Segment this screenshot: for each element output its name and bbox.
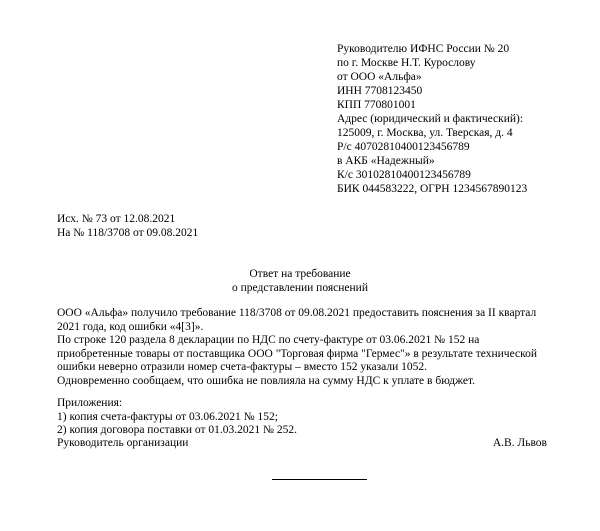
addressee-line: в АКБ «Надежный»	[337, 155, 435, 167]
attachment-item: 1) копия счета-фактуры от 03.06.2021 № 152;	[57, 410, 278, 423]
reply-to-number: На № 118/3708 от 09.08.2021	[57, 227, 199, 239]
document-title	[0, 267, 600, 295]
body-paragraph: ООО «Альфа» получило требование 118/3708 от 09.08.2021 предоставить пояснения за II квартал 2021 года, код ошибки «4[3]».	[57, 307, 537, 333]
addressee-block	[337, 42, 527, 196]
addressee-line: Руководителю ИФНС России № 20	[337, 43, 510, 55]
addressee-line: К/с 30102810400123456789	[337, 169, 471, 181]
outgoing-reference	[57, 212, 198, 240]
body-paragraph: По строке 120 раздела 8 декларации по НДС по счету-фактуре от 03.06.2021 № 152 на приобретенные товары от поставщика ООО "Торговая фирма "Гермес"» в результате технической ошибки неверно отразили номер счета-фактуры – вместо 152 указали 1052.	[57, 334, 537, 374]
attachments-heading: Приложения:	[57, 397, 123, 409]
addressee-line: 125009, г. Москва, ул. Тверская, д. 4	[337, 127, 513, 139]
attachments-block	[57, 397, 297, 438]
addressee-line: от ООО «Альфа»	[337, 71, 422, 83]
signatory-name: А.В. Львов	[492, 437, 547, 449]
title-line-2: о представлении пояснений	[232, 282, 368, 294]
body-text	[57, 307, 557, 389]
signature-row	[57, 437, 547, 467]
addressee-line: ИНН 7708123450	[337, 85, 423, 97]
addressee-line: БИК 044583222, ОГРН 1234567890123	[337, 183, 528, 195]
addressee-line: Р/с 40702810400123456789	[337, 141, 470, 153]
signatory-role: Руководитель организации	[57, 437, 189, 449]
outgoing-number: Исх. № 73 от 12.08.2021	[57, 213, 176, 225]
addressee-line: по г. Москве Н.Т. Курослову	[337, 57, 476, 69]
addressee-line: КПП 770801001	[337, 99, 416, 111]
attachment-item: 2) копия договора поставки от 01.03.2021 № 252.	[57, 424, 298, 437]
body-paragraph: Одновременно сообщаем, что ошибка не повлияла на сумму НДС к уплате в бюджет.	[57, 374, 475, 387]
addressee-line: Адрес (юридический и фактический):	[337, 113, 524, 125]
signature-line	[272, 479, 367, 480]
title-line-1: Ответ на требование	[249, 268, 351, 280]
